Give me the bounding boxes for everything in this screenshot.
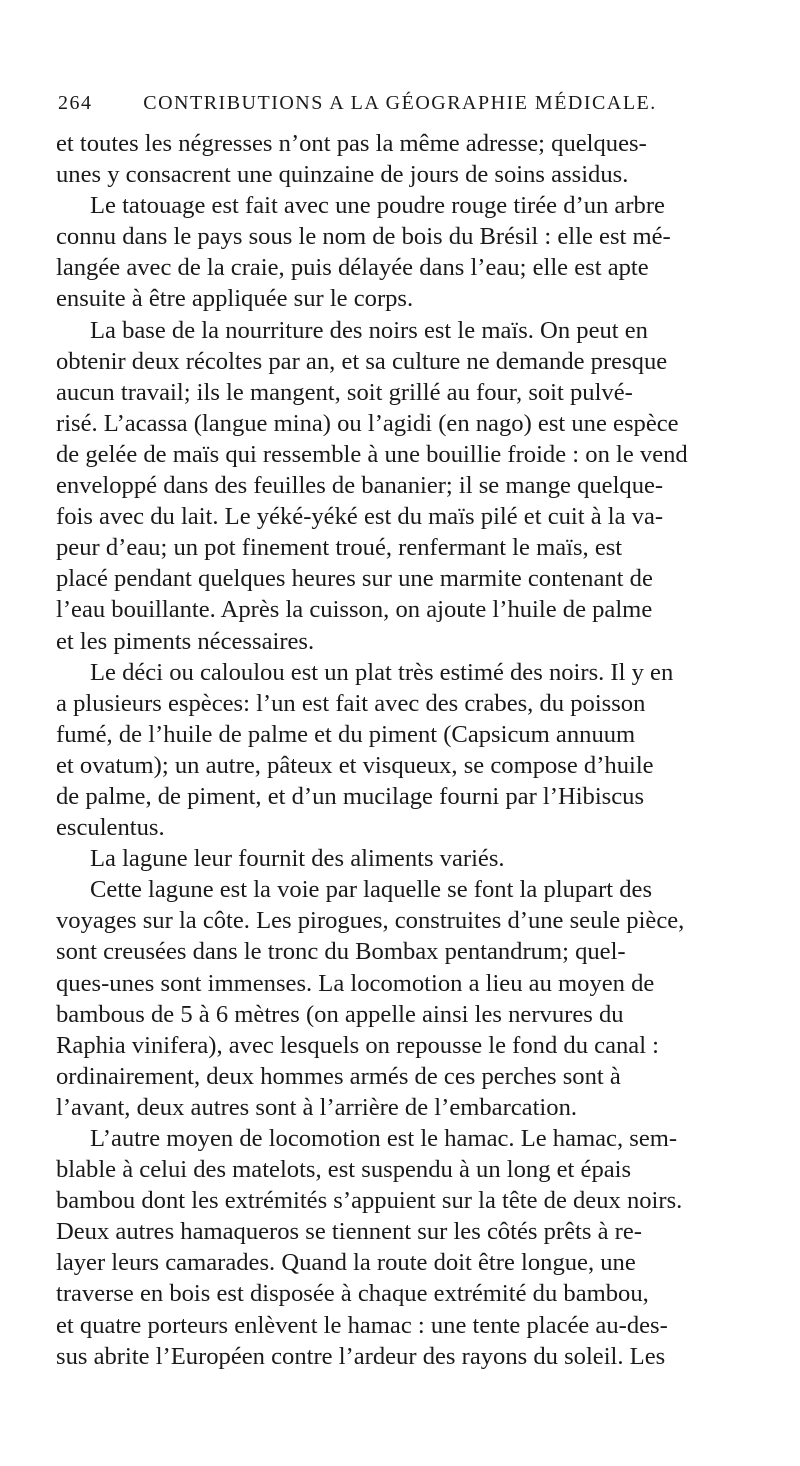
text-line: risé. L’acassa (langue mina) ou l’agidi (en nago) est une espèce [56, 409, 679, 437]
text-line: esculentus. [56, 814, 165, 842]
text-line: enveloppé dans des feuilles de bananier; il se mange quelque- [56, 472, 664, 500]
text-line: et toutes les négresses n’ont pas la même adresse; quelques- [56, 130, 647, 157]
text-line: et quatre porteurs enlèvent le hamac : une tente placée au-des- [56, 1311, 668, 1339]
body-text [56, 128, 744, 1372]
paragraph-start-line: La lagune leur fournit des aliments variés. [90, 845, 505, 873]
text-line: sont creusées dans le tronc du Bombax pentandrum; quel- [56, 938, 626, 966]
paragraph-start-line: Cette lagune est la voie par laquelle se font la plupart des [90, 876, 653, 904]
text-line: voyages sur la côte. Les pirogues, construites d’une seule pièce, [56, 907, 685, 935]
paragraph-start-line: L’autre moyen de locomotion est le hamac. Le hamac, sem- [90, 1125, 678, 1152]
text-line: de palme, de piment, et d’un mucilage fourni par l’Hibiscus [56, 782, 645, 810]
text-line: peur d’eau; un pot finement troué, renfermant le maïs, est [56, 534, 623, 562]
text-line: sus abrite l’Européen contre l’ardeur des rayons du soleil. Les [56, 1342, 666, 1370]
text-line: aucun travail; ils le mangent, soit grillé au four, soit pulvé- [56, 378, 633, 406]
text-line: bambou dont les extrémités s’appuient sur la tête de deux noirs. [56, 1187, 683, 1215]
paragraph-start-line: La base de la nourriture des noirs est le maïs. On peut en [90, 316, 648, 344]
text-line: traverse en bois est disposée à chaque extrémité du bambou, [56, 1280, 649, 1308]
paragraph-start-line: Le tatouage est fait avec une poudre rouge tirée d’un arbre [90, 192, 665, 220]
page-header [50, 92, 750, 122]
text-line: et les piments nécessaires. [56, 627, 315, 655]
text-line: ensuite à être appliquée sur le corps. [56, 285, 414, 313]
text-line: langée avec de la craie, puis délayée dans l’eau; elle est apte [56, 254, 649, 282]
paragraph-start-line: Le déci ou caloulou est un plat très estimé des noirs. Il y en [90, 658, 674, 686]
text-line: ques-unes sont immenses. La locomotion a lieu au moyen de [56, 969, 655, 997]
text-line: a plusieurs espèces: l’un est fait avec des crabes, du poisson [56, 689, 646, 717]
text-line: obtenir deux récoltes par an, et sa culture ne demande presque [56, 347, 668, 375]
text-line: bambous de 5 à 6 mètres (on appelle ainsi les nervures du [56, 1000, 624, 1028]
text-line: Deux autres hamaqueros se tiennent sur les côtés prêts à re- [56, 1218, 642, 1246]
running-title: CONTRIBUTIONS A LA GÉOGRAPHIE MÉDICALE. [143, 92, 657, 114]
text-line: fois avec du lait. Le yéké-yéké est du maïs pilé et cuit à la va- [56, 503, 664, 531]
text-line: placé pendant quelques heures sur une marmite contenant de [56, 565, 653, 593]
page-number: 264 [58, 92, 93, 114]
text-line: unes y consacrent une quinzaine de jours de soins assidus. [56, 161, 629, 189]
text-line: de gelée de maïs qui ressemble à une bouillie froide : on le vend [56, 440, 688, 468]
text-line: ordinairement, deux hommes armés de ces perches sont à [56, 1062, 621, 1090]
text-line: layer leurs camarades. Quand la route doit être longue, une [56, 1249, 636, 1277]
text-line: l’eau bouillante. Après la cuisson, on ajoute l’huile de palme [56, 596, 653, 624]
text-line: et ovatum); un autre, pâteux et visqueux, se compose d’huile [56, 751, 654, 779]
text-line: connu dans le pays sous le nom de bois du Brésil : elle est mé- [56, 223, 671, 251]
text-line: Raphia vinifera), avec lesquels on repousse le fond du canal : [56, 1031, 660, 1059]
text-line: l’avant, deux autres sont à l’arrière de l’embarcation. [56, 1093, 578, 1121]
text-line: blable à celui des matelots, est suspendu à un long et épais [56, 1156, 632, 1184]
text-line: fumé, de l’huile de palme et du piment (Capsicum annuum [56, 720, 636, 748]
